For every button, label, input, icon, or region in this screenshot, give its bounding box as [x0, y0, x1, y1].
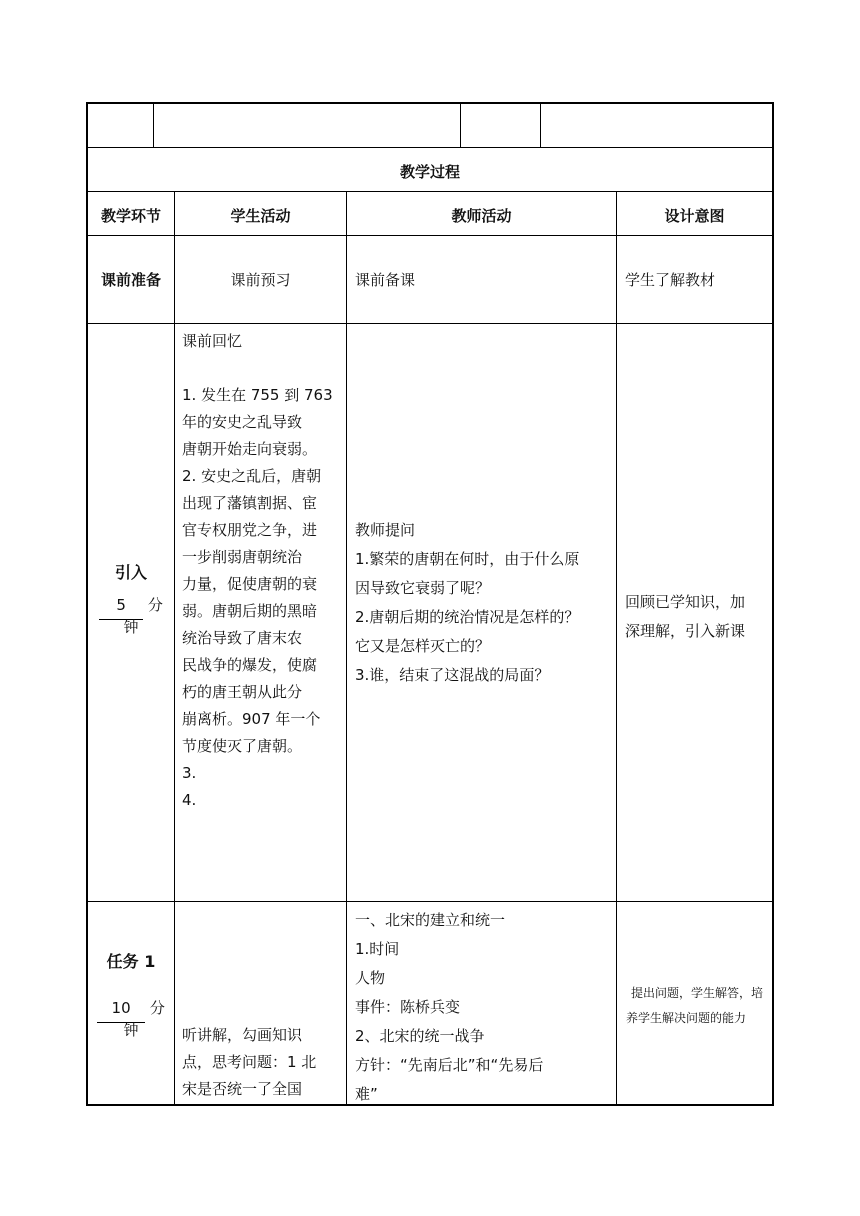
teacher-line: 它又是怎样灭亡的？ [355, 637, 491, 655]
student-line: 听讲解，勾画知识 [182, 1026, 303, 1044]
blank-row-divider [460, 102, 461, 148]
design-intent-cell [625, 588, 770, 646]
student-line: 弱。唐朝后期的黑暗 [182, 602, 318, 620]
student-line: 节度使灭了唐朝。 [182, 737, 303, 755]
intent-line: 深理解，引入新课 [625, 622, 746, 640]
row-divider [86, 191, 774, 192]
student-line: 民战争的爆发，使腐 [182, 656, 318, 674]
intent-line: 养学生解决问题的能力 [626, 1011, 747, 1025]
student-line: 宋是否统一了全国 [182, 1080, 303, 1098]
teacher-line: 方针：“先南后北”和“先易后 [355, 1056, 544, 1074]
student-line: 3. [182, 764, 197, 782]
table-top-border [86, 102, 774, 104]
student-activity-cell: 课前预习 [230, 271, 291, 289]
duration-unit: 钟 [123, 1021, 139, 1039]
duration-unit: 钟 [123, 618, 139, 636]
teacher-line: 因导致它衰弱了呢？ [355, 579, 491, 597]
teacher-line: 2.唐朝后期的统治情况是怎样的？ [355, 608, 580, 626]
column-divider [616, 191, 617, 1105]
teacher-line: 2、北宋的统一战争 [355, 1027, 485, 1045]
intent-line: 回顾已学知识，加 [625, 593, 746, 611]
table-right-border [772, 102, 774, 1106]
row-divider [86, 235, 774, 236]
column-divider [346, 191, 347, 1105]
blank-row-divider [540, 102, 541, 148]
stage-cell: 任务 1 [106, 952, 156, 971]
blank-row-divider [153, 102, 154, 148]
design-intent-cell: 学生了解教材 [625, 271, 716, 289]
column-header-teacher: 教师活动 [451, 207, 512, 225]
row-divider [86, 323, 774, 324]
column-header-intent: 设计意图 [664, 207, 725, 225]
student-line: 崩离析。907 年一个 [182, 710, 321, 728]
duration-unit: 分 [147, 596, 163, 614]
duration-value: 10 [97, 995, 145, 1023]
teacher-line: 3.谁，结束了这混战的局面？ [355, 666, 550, 684]
teacher-activity-cell: 课前备课 [355, 271, 416, 289]
teacher-activity-cell [355, 516, 613, 690]
duration-unit: 分 [149, 999, 165, 1017]
stage-block [88, 948, 174, 1039]
student-line: 年的安史之乱导致 [182, 413, 303, 431]
student-line: 出现了藩镇割据、宦 [182, 494, 318, 512]
student-line: 4. [182, 791, 197, 809]
teacher-line: 1.时间 [355, 940, 400, 958]
teacher-line: 一、北宋的建立和统一 [355, 911, 506, 929]
teacher-line: 难” [355, 1085, 378, 1103]
student-line: 官专权朋党之争，进 [182, 521, 318, 539]
duration-value: 5 [99, 592, 143, 620]
teacher-line: 教师提问 [355, 521, 416, 539]
stage-cell: 课前准备 [100, 271, 161, 289]
column-divider [174, 191, 175, 1105]
student-line: 朽的唐王朝从此分 [182, 683, 303, 701]
column-header-student: 学生活动 [230, 207, 291, 225]
stage-block [88, 559, 174, 641]
section-title: 教学过程 [399, 163, 460, 181]
column-header-stage: 教学环节 [100, 207, 161, 225]
student-activity-title: 课前回忆 [182, 332, 243, 350]
teacher-activity-cell [355, 906, 613, 1109]
intent-line: 提出问题，学生解答，培 [630, 986, 763, 1000]
student-line: 2. 安史之乱后，唐朝 [182, 467, 322, 485]
student-line: 点，思考问题：1 北 [182, 1053, 317, 1071]
teacher-line: 事件：陈桥兵变 [355, 998, 461, 1016]
stage-cell: 引入 [114, 563, 147, 582]
student-line: 唐朝开始走向衰弱。 [182, 440, 318, 458]
design-intent-cell [622, 981, 772, 1031]
teacher-line: 人物 [355, 969, 386, 987]
student-activity-cell [182, 1022, 340, 1103]
row-divider [86, 147, 774, 148]
student-activity-cell [182, 328, 340, 814]
student-line: 力量，促使唐朝的衰 [182, 575, 318, 593]
student-line: 统治导致了唐末农 [182, 629, 303, 647]
student-line: 1. 发生在 755 到 763 [182, 386, 333, 404]
row-divider [86, 901, 774, 902]
teacher-line: 1.繁荣的唐朝在何时，由于什么原 [355, 550, 580, 568]
student-line: 一步削弱唐朝统治 [182, 548, 303, 566]
